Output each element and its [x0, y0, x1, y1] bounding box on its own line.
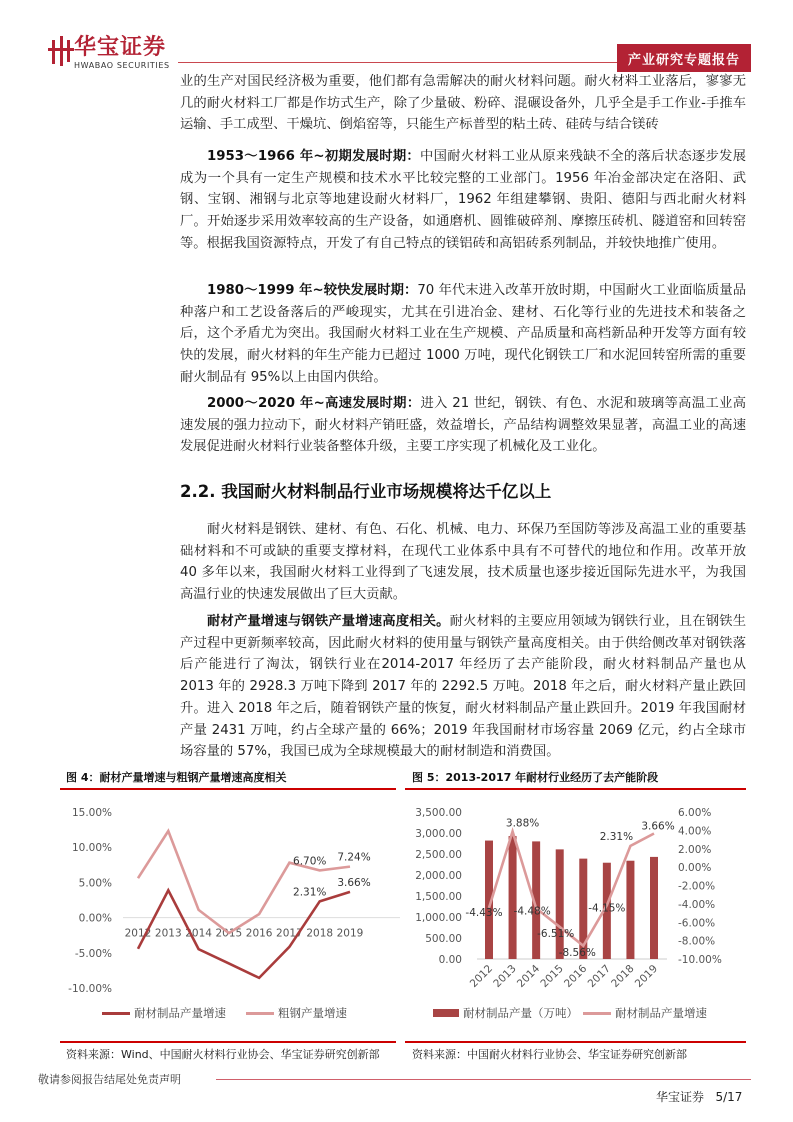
logo-en: HWABAO SECURITIES — [74, 61, 170, 70]
paragraph-correlation: 耐材产量增速与钢铁产量增速高度相关。耐火材料的主要应用领域为钢铁行业，且在钢铁生产过程中更新频率较高，因此耐火材料的使用量与钢铁产量高度相关。由于供给侧改革对钢铁落后产能进行了淘汰，钢铁行业在2014-2017 年经历了去产能阶段，耐火材料制品产量也从 2013 年的 2928.3 万吨下降到 2017 年的 2292.5 万吨。2018 年之后，耐火材料产量止跌回升。进入 2018 年之后，随着钢铁产量的恢复，耐火材料制品产量止跌回升。2019 年我国耐材产量 2431 万吨，约占全球产量的 66%；2019 年我国耐材市场容量 2069 亿元，约占全球市场容量的 57%，我国已成为全球规模最大的耐材制造和消费国。 — [180, 614, 747, 760]
paragraph-heading: 1980～1999 年~较快发展时期： — [207, 283, 418, 298]
data-label: 6.70% — [293, 855, 327, 868]
legend-item: 耐材制品产量（万吨） — [433, 1005, 578, 1021]
y-right-tick-label: 4.00% — [678, 825, 712, 838]
y-tick-label: 5.00% — [78, 877, 112, 890]
page-number: 5/17 — [715, 1090, 743, 1104]
paragraph-heading: 1953～1966 年~初期发展时期： — [207, 149, 421, 164]
figure-4-title: 图 4：耐材产量增速与粗钢产量增速高度相关 — [66, 771, 287, 784]
x-tick-label: 2012 — [124, 927, 152, 940]
figure-5-source: 资料来源：中国耐火材料行业协会、华宝证券研究创新部 — [412, 1048, 687, 1061]
data-label: 3.66% — [337, 876, 371, 889]
x-tick-label: 2017 — [585, 962, 613, 991]
y-right-tick-label: -10.00% — [678, 954, 722, 966]
x-tick-label: 2017 — [276, 927, 303, 940]
figure-4-source: 资料来源：Wind、中国耐火材料行业协会、华宝证券研究创新部 — [66, 1048, 380, 1061]
y-right-tick-label: -2.00% — [678, 880, 716, 893]
legend-swatch-icon — [102, 1012, 130, 1015]
logo-cn: 华宝证券 — [74, 35, 167, 60]
figure-4-bottom-rule — [60, 1041, 396, 1043]
legend-swatch-icon — [433, 1009, 459, 1017]
figure-5-title: 图 5：2013-2017 年耐材行业经历了去产能阶段 — [412, 771, 659, 784]
paragraph-intro: 业的生产对国民经济极为重要，他们都有急需解决的耐火材料问题。耐火材料工业落后，寥寥无几的耐火材料工厂都是作坊式生产，除了少量破、粉碎、混碾设备外，几乎全是手工作业-手推车运输、手工成型、干燥坑、倒焰窑等，只能生产标普型的粘土砖、硅砖与结合镁砖 — [180, 74, 746, 133]
x-tick-label: 2018 — [306, 927, 334, 940]
y-tick-label: -5.00% — [74, 947, 112, 960]
y-tick-label: 10.00% — [71, 842, 112, 855]
y-right-tick-label: -6.00% — [678, 917, 716, 930]
legend-swatch-icon — [583, 1012, 611, 1015]
chart-figure-5 — [405, 765, 745, 1055]
x-tick-label: 2018 — [609, 962, 637, 991]
data-label: 3.88% — [505, 817, 540, 830]
y-left-tick-label: 3,000.00 — [415, 828, 462, 840]
data-label: -4.43% — [465, 906, 503, 919]
y-left-tick-label: 2,000.00 — [415, 870, 462, 882]
footer-divider — [216, 1079, 751, 1080]
y-right-tick-label: -4.00% — [678, 898, 716, 911]
y-left-tick-label: 2,500.00 — [415, 849, 462, 861]
y-tick-label: -10.00% — [68, 983, 112, 995]
figure-5-bottom-rule — [405, 1041, 746, 1043]
data-label: -4.15% — [588, 902, 626, 915]
paragraph-1953: 1953～1966 年~初期发展时期：中国耐火材料工业从原来残缺不全的落后状态逐步发展成为一个具有一定生产规模和技术水平比较完整的工业部门。1956 年冶金部决定在洛阳、武钢、宝钢、湘钢与北京等地建设耐火材料厂，1962 年组建攀钢、贵阳、德阳与西北耐火材料厂。开始逐步采用效率较高的生产设备，如通磨机、圆锥破碎剂、摩擦压砖机、隧道窑和回转窑等。根据我国资源特点，开发了有自己特点的镁铝砖和高铝砖系列制品，并较快地推广使用。 — [180, 149, 746, 251]
data-label: -4.48% — [513, 905, 551, 918]
legend-item: 耐材制品产量增速 — [102, 1005, 226, 1021]
disclaimer-note: 敬请参阅报告结尾处免责声明 — [38, 1073, 181, 1086]
bar — [650, 857, 658, 959]
x-tick-label: 2014 — [185, 927, 212, 940]
data-label: 2.31% — [599, 830, 634, 843]
chart-figure-4 — [60, 765, 400, 1055]
x-tick-label: 2015 — [215, 927, 243, 940]
x-tick-label: 2015 — [538, 962, 566, 991]
x-tick-label: 2014 — [514, 962, 543, 991]
y-tick-label: 0.00% — [78, 912, 112, 925]
y-left-tick-label: 3,500.00 — [415, 807, 462, 819]
x-tick-label: 2016 — [245, 927, 273, 940]
x-tick-label: 2013 — [491, 962, 519, 991]
data-label: -6.51% — [537, 927, 575, 940]
bar — [556, 849, 564, 959]
data-label: 7.24% — [337, 851, 371, 864]
x-tick-label: 2012 — [467, 962, 496, 991]
legend-swatch-icon — [246, 1012, 274, 1015]
data-label: 2.31% — [293, 886, 327, 899]
paragraph-1980: 1980～1999 年~较快发展时期：70 年代末进入改革开放时期，中国耐火工业面临质量品种落户和工艺设备落后的严峻现实，尤其在引进冶金、建材、石化等行业的先进技术和装备之后，这个矛盾尤为突出。我国耐火材料工业在生产规模、产品质量和高档新品种开发等方面有较快的发展，耐火材料的年生产能力已超过 1000 万吨，现代化钢铁工厂和水泥回转窑所需的重要耐火制品有 95%以上由国内供给。 — [180, 283, 746, 385]
footer-page: 华宝证券 5/17 — [656, 1090, 743, 1104]
x-tick-label: 2013 — [154, 927, 182, 940]
bar — [509, 836, 517, 959]
logo-mark-icon — [48, 36, 74, 66]
header-divider — [178, 62, 620, 63]
y-right-tick-label: -8.00% — [678, 935, 716, 948]
paragraph-heading: 2000～2020 年~高速发展时期： — [207, 396, 421, 411]
y-right-tick-label: 0.00% — [678, 862, 712, 875]
y-left-tick-label: 1,500.00 — [415, 891, 462, 903]
data-label: -8.56% — [558, 946, 596, 959]
paragraph-overview: 耐火材料是钢铁、建材、有色、石化、机械、电力、环保乃至国防等涉及高温工业的重要基础材料和不可或缺的重要支撑材料，在现代工业体系中具有不可替代的地位和作用。改革开放 40 多年以来，我国耐火材料工业得到了飞速发展，技术质量也逐步接近国际先进水平，为我国高温行业的快速发展做出了巨大贡献。 — [180, 522, 746, 603]
y-left-tick-label: 500.00 — [425, 933, 462, 945]
legend-item: 耐材制品产量增速 — [583, 1005, 707, 1021]
paragraph-2000: 2000～2020 年~高速发展时期：进入 21 世纪，钢铁、有色、水泥和玻璃等高温工业高速发展的强力拉动下，耐火材料产销旺盛，效益增长，产品结构调整效果显著，高温工业的高速发展促进耐火材料行业装备整体升级，主要工序实现了机械化及工业化。 — [180, 396, 746, 455]
y-right-tick-label: 2.00% — [678, 843, 712, 856]
legend-item: 粗钢产量增速 — [246, 1005, 347, 1021]
data-label: 3.66% — [641, 820, 675, 833]
bar — [626, 861, 634, 959]
x-tick-label: 2019 — [336, 927, 364, 940]
y-left-tick-label: 0.00 — [438, 954, 462, 966]
y-right-tick-label: 6.00% — [678, 807, 712, 819]
paragraph-heading: 耐材产量增速与钢铁产量增速高度相关。 — [207, 614, 450, 629]
y-tick-label: 15.00% — [71, 807, 112, 819]
company-logo — [48, 36, 170, 70]
section-title: 2.2. 我国耐火材料制品行业市场规模将达千亿以上 — [180, 482, 552, 501]
y-left-tick-label: 1,000.00 — [415, 912, 462, 924]
report-type-tag: 产业研究专题报告 — [617, 44, 751, 72]
x-tick-label: 2016 — [562, 962, 590, 991]
x-tick-label: 2019 — [632, 962, 661, 991]
